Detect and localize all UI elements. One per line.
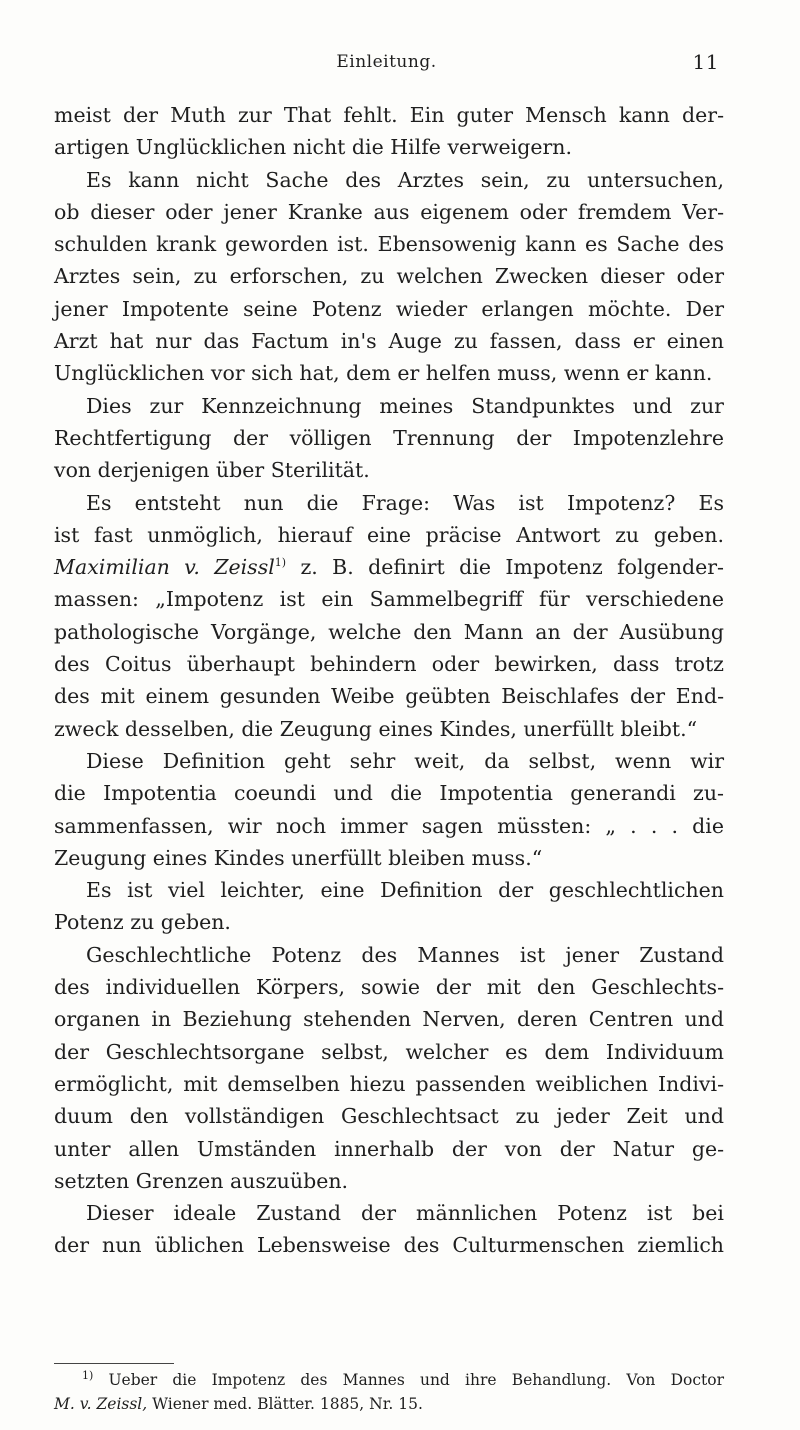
text-line: artigen Unglücklichen nicht die Hilfe verweigern. [54, 135, 572, 160]
text-line: setzten Grenzen auszuüben. [54, 1168, 349, 1193]
text-line: Arztes sein, zu erforschen, zu welchen Zwecken dieser oder [54, 264, 724, 289]
footnote-marker: 1) [82, 1368, 94, 1382]
text-line: organen in Beziehung stehenden Nerven, deren Centren und [54, 1007, 724, 1032]
body-text [54, 99, 724, 1262]
text-line: der nun üblichen Lebensweise des Culturmenschen ziemlich [54, 1233, 724, 1258]
text-line: Rechtfertigung der völligen Trennung der Impotenzlehre [54, 425, 724, 450]
text-line: unter allen Umständen innerhalb der von der Natur ge- [54, 1136, 724, 1161]
footnote-line [54, 1392, 724, 1416]
footnote-divider [54, 1363, 174, 1364]
text-line: des Coitus überhaupt behindern oder bewirken, dass trotz [54, 652, 724, 677]
page-number: 11 [692, 50, 719, 74]
running-head [54, 52, 719, 82]
text-line: Dies zur Kennzeichnung meines Standpunktes und zur [86, 393, 724, 418]
text-line: Arzt hat nur das Factum in's Auge zu fassen, dass er einen [54, 329, 724, 354]
text-line: ermöglicht, mit demselben hiezu passenden weiblichen Indivi- [54, 1071, 724, 1096]
text-line: von derjenigen über Sterilität. [54, 458, 370, 483]
footnote-line [54, 1368, 724, 1392]
citation-line-text: z. B. definirt die Impotenz folgender- [300, 555, 724, 580]
text-line: der Geschlechtsorgane selbst, welcher es dem Individuum [54, 1039, 724, 1064]
text-line: Dieser ideale Zustand der männlichen Potenz ist bei [86, 1201, 724, 1226]
footnote-reference: 1) [274, 556, 287, 570]
text-line: zweck desselben, die Zeugung eines Kindes, unerfüllt bleibt.“ [54, 716, 698, 741]
text-line: jener Impotente seine Potenz wieder erlangen möchte. Der [54, 296, 724, 321]
text-line: schulden krank geworden ist. Ebensowenig kann es Sache des [54, 232, 724, 257]
text-line: Geschlechtliche Potenz des Mannes ist jener Zustand [86, 942, 724, 967]
text-line: Zeugung eines Kindes unerfüllt bleiben muss.“ [54, 845, 543, 870]
footnote-text: Ueber die Impotenz des Mannes und ihre Behandlung. Von Doctor [108, 1371, 724, 1389]
text-line: des mit einem gesunden Weibe geübten Beischlafes der End- [54, 684, 724, 709]
citation-author: Maximilian v. Zeissl [54, 555, 275, 580]
text-line: Es ist viel leichter, eine Definition der geschlechtlichen [86, 878, 724, 903]
text-line: ob dieser oder jener Kranke aus eigenem oder fremdem Ver- [54, 199, 724, 224]
footnote-source: Wiener med. Blätter. 1885, Nr. 15. [152, 1395, 423, 1413]
citation-line [54, 551, 724, 583]
text-line: massen: „Impotenz ist ein Sammelbegriff für verschiedene [54, 587, 724, 612]
text-line: Diese Definition geht sehr weit, da selbst, wenn wir [86, 748, 724, 773]
text-line: meist der Muth zur That fehlt. Ein guter Mensch kann der- [54, 103, 724, 127]
text-line: des individuellen Körpers, sowie der mit den Geschlechts- [54, 975, 724, 1000]
running-head-title: Einleitung. [336, 52, 437, 72]
text-line: duum den vollständigen Geschlechtsact zu jeder Zeit und [54, 1104, 724, 1129]
text-line: ist fast unmöglich, hierauf eine präcise Antwort zu geben. [54, 522, 724, 547]
text-line: Es entsteht nun die Frage: Was ist Impotenz? Es [86, 490, 724, 515]
text-line: Potenz zu geben. [54, 910, 231, 935]
text-line: die Impotentia coeundi und die Impotentia generandi zu- [54, 781, 724, 806]
footnote-author: M. v. Zeissl, [54, 1395, 148, 1413]
text-line: Unglücklichen vor sich hat, dem er helfen muss, wenn er kann. [54, 361, 713, 386]
footnote [54, 1368, 724, 1416]
text-line: pathologische Vorgänge, welche den Mann an der Ausübung [54, 619, 724, 644]
text-line: Es kann nicht Sache des Arztes sein, zu untersuchen, [86, 167, 724, 192]
text-line: sammenfassen, wir noch immer sagen müssten: „ . . . die [54, 813, 724, 838]
